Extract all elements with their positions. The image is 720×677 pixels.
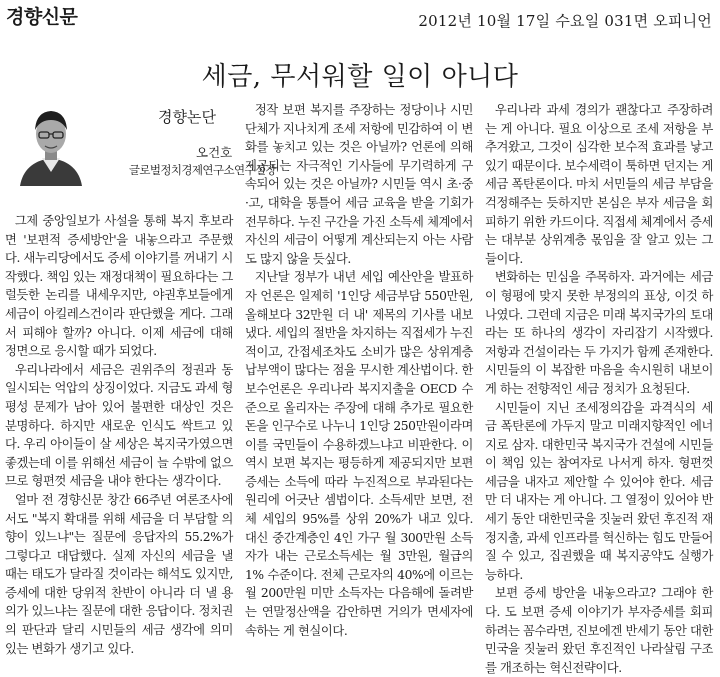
paragraph: 변화하는 민심을 주목하자. 과거에는 세금이 형평에 맞지 못한 부정의의 표상, 이것 하나였다. 그런데 지금은 미래 복지국가의 토대라는 또 하나의 생각이 자리잡기 시작했다. 저항과 건설이라는 두 가지가 함께 존재한다. 시민들의 이 복잡한 마음을 속시원히 내보이게 하는 전향적인 세금 정치가 요청된다. <box>485 270 713 396</box>
article-column-1 <box>5 212 233 656</box>
paragraph: 우리나라에서 세금은 권위주의 정권과 동일시되는 억압의 상징이었다. 지금도 과세 형평성 문제가 남아 있어 불편한 대상인 것은 분명하다. 하지만 새로운 인식도 싹트고 있다. 우리 아이들이 살 세상은 복지국가였으면 좋겠는데 이를 위해선 세금이 늘 수밖에 없으므로 형편껏 세금을 내야 한다는 생각이다. <box>5 362 233 489</box>
paragraph: 얼마 전 경향신문 창간 66주년 여론조사에서도 "복지 확대를 위해 세금을 더 부담할 의향이 있느냐"는 질문에 응답자의 55.2%가 그렇다고 대답했다. 실제 자신의 세금을 낼 때는 태도가 달라질 것이라는 해석도 있지만, 증세에 대한 당위적 찬반이 아니라 더 낼 용의가 있느냐는 질문에 대한 응답이다. 정치권의 판단과 달리 시민들의 세금 생각에 의미 있는 변화가 생기고 있다. <box>5 492 233 656</box>
paragraph: 우리나라 과세 경의가 괜찮다고 주장하려는 게 아니다. 필요 이상으로 조세 저항을 부추겨왔고, 그것이 심각한 보수적 효과를 낳고 있기 때문이다. 보수세력이 툭하면 던지는 게 세금 폭탄론이다. 마치 서민들의 세금 부담을 걱정해주는 듯하지만 본심은 부자 세금을 회피하기 위한 카드이다. 직접세 체계에서 증세는 대부분 상위계층 몫임을 잘 알고 있는 그들이다. <box>485 103 713 266</box>
paragraph: 지난달 정부가 내년 세입 예산안을 발표하자 언론은 일제히 '1인당 세금부담 550만원, 올해보다 32만원 더 내' 제목의 기사를 내보냈다. 세입의 절반을 차지하는 직접세가 누진적이고, 간접세조차도 소비가 많은 상위계층 납부액이 많다는 점을 무시한 계산법이다. 한 보수언론은 우리나라 복지지출을 OECD 수준으로 올리자는 주장에 대해 추가로 필요한 돈을 인구수로 나누니 1인당 250만원이라며 이를 국민들이 수용하겠느냐고 비판한다. 이 역시 보편 복지는 평등하게 제공되지만 보편 증세는 소득에 따라 누진적으로 부과된다는 원리에 어긋난 셈법이다. 소득세만 보면, 전체 세입의 95%를 상위 20%가 내고 있다. 대신 중간계층인 4인 가구 월 300만원 소득자가 내는 근로소득세는 월 3만원, 월급의 1% 수준이다. 전체 근로자의 40%에 이르는 월 200만원 미만 소득자는 다음해에 돌려받는 연말정산액을 감안하면 거의가 면세자에 속하는 게 현실이다. <box>245 270 473 638</box>
newspaper-masthead: 경향신문 <box>6 6 78 28</box>
author-portrait-image <box>18 98 84 186</box>
paragraph: 시민들이 지닌 조세정의감을 과격식의 세금 폭탄론에 가두지 말고 미래지향적인 에너지로 삼자. 대한민국 복지국가 건설에 시민들이 책임 있는 참여자로 나서게 하자. 형편껏 세금을 내자고 제안할 수 있어야 한다. 세금만 더 내자는 게 아니다. 그 열정이 있어야 반세기 동안 대한민국을 짓눌러 왔던 후진적 재정지출, 과세 인프라를 혁신하는 힘도 만들어질 수 있고, 집권했을 때 복지공약도 실행가능하다. <box>485 400 713 582</box>
article-column-3 <box>485 101 713 675</box>
paragraph: 정작 보편 복지를 주장하는 정당이나 시민단체가 지나치게 조세 저항에 민감하여 이 변화를 놓치고 있는 것은 아닐까? 언론에 의해 제공되는 자극적인 기사들에 무기력하게 구속되어 있는 것은 아닐까? 시민들 역시 초·중·고, 대학을 통틀어 세금 교육을 받을 기회가 전무하다. 누진 구간을 가진 소득세 체계에서 자신의 세금이 어떻게 계산되는지 아는 사람도 많지 않을 듯싶다. <box>245 103 473 266</box>
dateline: 2012년 10월 17일 수요일 031면 오피니언 <box>418 12 712 30</box>
article-column-2 <box>245 101 473 644</box>
author-name: 오건호 <box>196 145 233 160</box>
author-affiliation: 글로벌정치경제연구소연구실장 <box>128 163 276 177</box>
paragraph: 보편 증세 방안을 내놓으라고? 그래야 한다. 도 보편 증세 이야기가 부자증세를 회피하려는 꼼수라면, 진보에겐 반세기 동안 대한민국을 짓눌러 왔던 후진적인 나라살림 구조를 개조하는 혁신전략이다. <box>485 586 713 675</box>
article-headline: 세금, 무서워할 일이 아니다 <box>201 62 519 92</box>
author-photo <box>18 98 84 186</box>
paragraph: 그제 중앙일보가 사설을 통해 복지 후보라면 '보편적 증세방안'을 내놓으라고 주문했다. 새누리당에서도 증세 이야기를 꺼내기 시작했다. 책임 있는 재정대책이 필요하다는 그럴듯한 논리를 내세우지만, 야권후보들에게 세금이 아킬레스건이라 판단했을 게다. 그래서 피해야 할까? 아니다. 이제 세금에 대해 정면으로 응시할 때가 되었다. <box>5 214 233 359</box>
column-label: 경향논단 <box>158 108 216 126</box>
